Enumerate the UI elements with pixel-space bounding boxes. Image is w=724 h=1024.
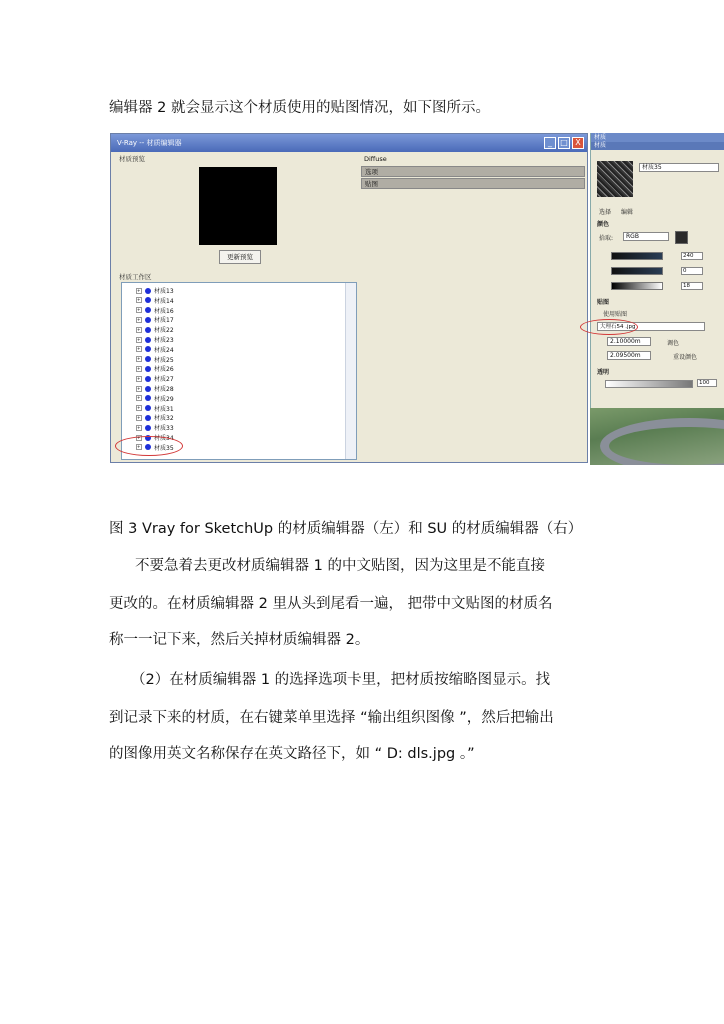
intro-paragraph: 编辑器 2 就会显示这个材质使用的贴图情况，如下图所示。 <box>109 100 490 116</box>
picker-select[interactable]: RGB <box>623 232 669 241</box>
material-tree-item[interactable] <box>136 355 174 364</box>
material-color-icon <box>145 288 151 294</box>
b-slider[interactable] <box>611 282 663 290</box>
options-rollout[interactable]: 选项 <box>361 166 585 177</box>
expand-icon[interactable]: + <box>137 346 141 352</box>
r-value[interactable]: 240 <box>681 252 703 260</box>
reset-color-button[interactable]: 重设颜色 <box>673 354 698 361</box>
material-tree-item[interactable] <box>136 335 174 344</box>
expand-icon[interactable]: + <box>137 287 141 293</box>
maximize-button[interactable]: □ <box>558 137 570 149</box>
expand-icon[interactable]: + <box>137 385 141 391</box>
update-preview-button[interactable]: 更新预览 <box>219 250 261 264</box>
paragraph-3: 称一一记下来，然后关掉材质编辑器 2。 <box>109 632 370 648</box>
expand-icon[interactable]: + <box>137 395 141 401</box>
material-tree-item[interactable] <box>136 374 174 383</box>
paragraph-6: 的图像用英文名称保存在英文路径下，如 “ D: dls.jpg 。” <box>109 746 475 762</box>
material-name: 材质24 <box>154 346 174 354</box>
su-material-editor-window <box>590 133 724 408</box>
material-name: 材质17 <box>154 317 174 325</box>
material-color-icon <box>145 366 151 372</box>
paragraph-5: 到记录下来的材质，在右键菜单里选择 “输出组织图像 ”，然后把输出 <box>109 710 554 726</box>
material-name: 材质34 <box>154 435 174 442</box>
material-tree-item[interactable] <box>136 394 174 403</box>
preview-label: 材质预览 <box>119 155 145 163</box>
r-slider[interactable] <box>611 252 663 260</box>
material-name: 材质32 <box>154 415 174 423</box>
width-field[interactable]: 2.10000m <box>607 337 651 346</box>
expand-icon[interactable]: + <box>137 405 141 411</box>
vray-options-panel <box>361 154 587 460</box>
material-name: 材质26 <box>154 366 174 374</box>
texture-rollout[interactable]: 贴图 <box>361 178 585 189</box>
expand-icon[interactable]: + <box>137 375 141 381</box>
vray-material-editor-window <box>110 133 588 463</box>
height-field[interactable]: 2.09500m <box>607 351 651 360</box>
material-name: 材质28 <box>154 386 174 393</box>
sketchup-scene <box>590 408 724 465</box>
material-name: 材质13 <box>154 288 174 295</box>
figure-screenshot <box>110 133 724 465</box>
material-color-icon <box>145 317 151 323</box>
material-thumbnail <box>597 161 633 197</box>
paragraph-1: 不要急着去更改材质编辑器 1 的中文贴图，因为这里是不能直接 <box>135 558 545 574</box>
expand-icon[interactable]: + <box>137 356 141 362</box>
material-color-icon <box>145 395 151 401</box>
expand-icon[interactable]: + <box>137 307 141 313</box>
material-color-icon <box>145 346 151 352</box>
material-name-field[interactable]: 材质35 <box>639 163 719 172</box>
material-color-icon <box>145 405 151 411</box>
material-color-icon <box>145 327 151 333</box>
texture-label: 贴图 <box>597 299 610 306</box>
expand-icon[interactable]: + <box>137 414 141 420</box>
paragraph-2: 更改的。在材质编辑器 2 里从头到尾看一遍， 把带中文贴图的材质名 <box>109 596 553 612</box>
material-color-icon <box>145 376 151 382</box>
diffuse-header: Diffuse <box>364 155 387 163</box>
material-name: 材质14 <box>154 297 174 305</box>
material-name: 材质29 <box>154 395 174 403</box>
vray-title: V-Ray -- 材质编辑器 <box>117 139 182 147</box>
texture-highlight-oval <box>580 319 638 335</box>
expand-icon[interactable]: + <box>137 316 141 322</box>
material-name: 材质25 <box>154 356 174 364</box>
material-tree-item[interactable] <box>136 296 174 305</box>
tab-edit[interactable]: 编辑 <box>621 209 634 216</box>
figure-caption: 图 3 Vray for SketchUp 的材质编辑器（左）和 SU 的材质编辑器（右） <box>109 521 583 537</box>
material-name: 材质27 <box>154 376 174 384</box>
material-tree-item[interactable] <box>136 325 174 334</box>
su-title: 材质 <box>591 133 724 142</box>
tab-select[interactable]: 选择 <box>599 209 612 216</box>
color-label: 颜色 <box>597 221 610 228</box>
expand-icon[interactable]: + <box>137 424 141 430</box>
material-color-icon <box>145 297 151 303</box>
material-color-icon <box>145 425 151 431</box>
material-name: 材质23 <box>154 337 174 344</box>
material-tree-item[interactable] <box>136 423 174 432</box>
use-texture-checkbox[interactable]: 使用贴图 <box>603 311 628 318</box>
material-name: 材质16 <box>154 307 174 315</box>
paragraph-4: （2）在材质编辑器 1 的选择选项卡里，把材质按缩略图显示。找 <box>131 672 551 688</box>
minimize-button[interactable]: _ <box>544 137 556 149</box>
tree-scrollbar[interactable] <box>345 283 356 459</box>
g-slider[interactable] <box>611 267 663 275</box>
material-tree-item[interactable] <box>136 315 174 324</box>
vray-title-bar <box>111 134 587 152</box>
opacity-slider[interactable] <box>605 380 693 388</box>
expand-icon[interactable]: + <box>137 434 141 440</box>
picker-label: 拾取: <box>599 235 614 242</box>
material-name: 材质31 <box>154 405 174 413</box>
close-button[interactable]: X <box>572 137 584 149</box>
opacity-label: 透明 <box>597 369 610 376</box>
material-tree-item[interactable] <box>136 364 174 373</box>
material-color-icon <box>145 307 151 313</box>
material-name: 材质35 <box>154 444 174 452</box>
material-color-icon <box>145 415 151 421</box>
su-subtitle: 材质 <box>591 142 724 150</box>
material-color-icon <box>145 337 151 343</box>
colorize-checkbox[interactable]: 调色 <box>667 340 680 347</box>
material-tree-item[interactable] <box>136 306 174 315</box>
road-shape <box>600 418 724 465</box>
opacity-value[interactable]: 100 <box>697 379 717 387</box>
material-name: 材质22 <box>154 327 174 335</box>
material-tree-item[interactable] <box>136 404 174 413</box>
g-value[interactable]: 0 <box>681 267 703 275</box>
material-tree-item[interactable] <box>136 384 174 393</box>
workspace-label: 材质工作区 <box>119 273 152 281</box>
material-tree-item[interactable] <box>136 345 174 354</box>
material-color-icon <box>145 356 151 362</box>
expand-icon[interactable]: + <box>137 326 141 332</box>
material-color-icon <box>145 386 151 392</box>
color-swatch[interactable] <box>675 231 688 244</box>
material-preview <box>199 167 277 245</box>
material-tree-item[interactable] <box>136 286 174 295</box>
expand-icon[interactable]: + <box>137 336 141 342</box>
texture-file-field[interactable]: 大理石54 .jpg <box>597 322 705 331</box>
expand-icon[interactable]: + <box>137 444 141 450</box>
expand-icon[interactable]: + <box>137 297 141 303</box>
material-tree-item[interactable] <box>136 413 174 422</box>
material-tree[interactable] <box>121 282 357 460</box>
highlight-oval <box>115 436 183 456</box>
material-name: 材质33 <box>154 425 174 433</box>
b-value[interactable]: 18 <box>681 282 703 290</box>
expand-icon[interactable]: + <box>137 365 141 371</box>
